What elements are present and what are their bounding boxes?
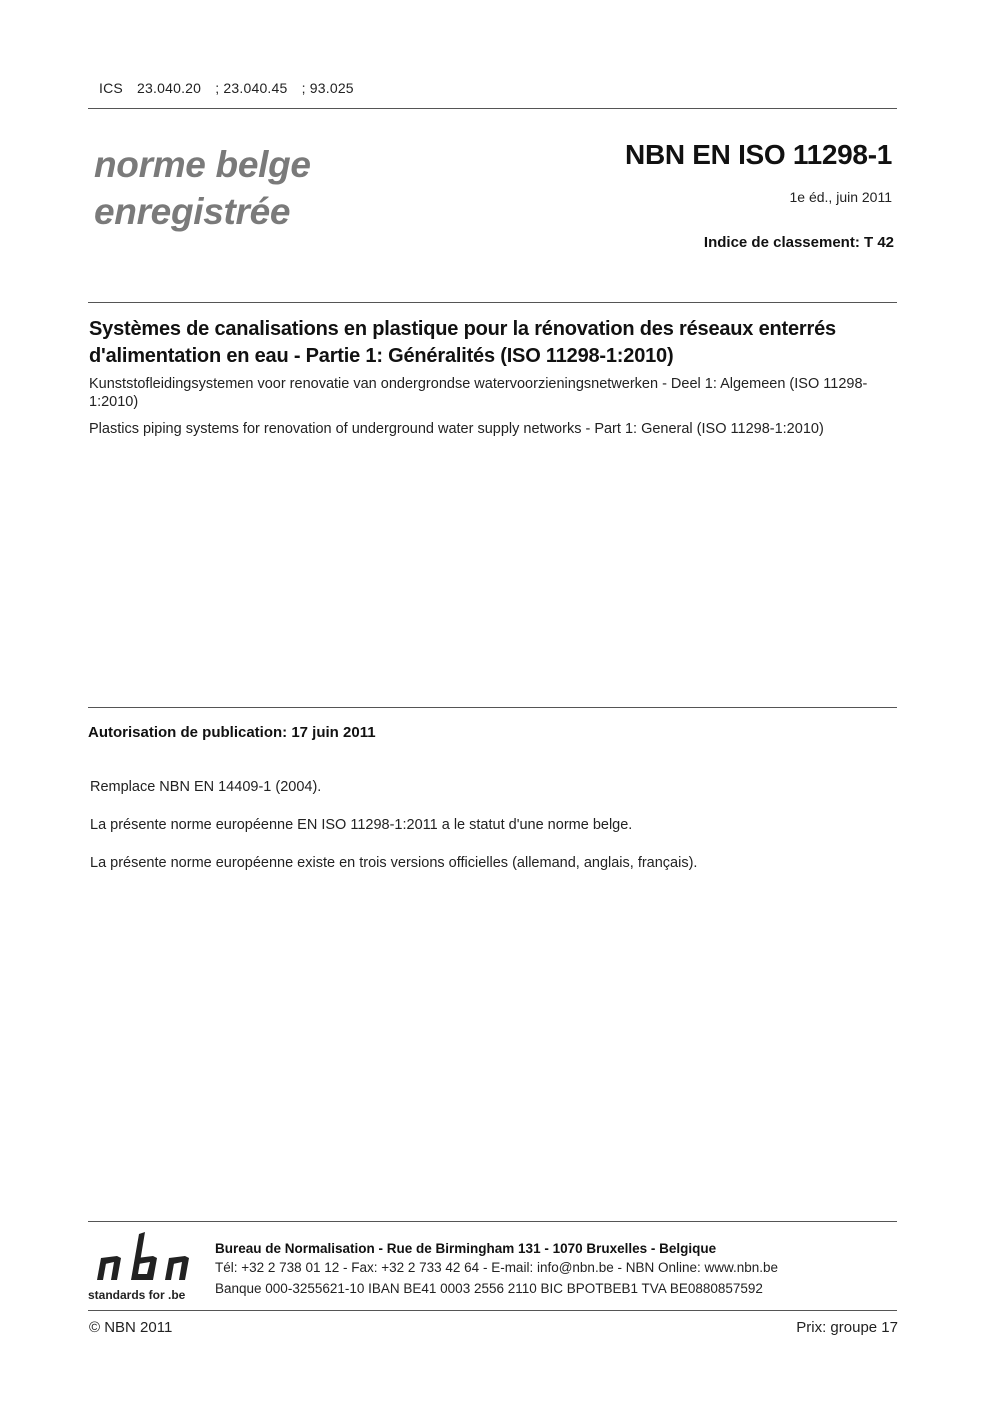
ics-code-3: ; 93.025 (301, 80, 354, 96)
norm-belge-line-2: enregistrée (94, 191, 291, 232)
nbn-logo-tagline: standards for .be (88, 1288, 186, 1302)
footer-contact: Tél: +32 2 738 01 12 - Fax: +32 2 733 42 64 - E-mail: info@nbn.be - NBN Online: www.nbn.be (215, 1260, 779, 1275)
top-divider (88, 108, 897, 109)
footer-address: Bureau de Normalisation - Rue de Birmingham 131 - 1070 Bruxelles - Belgique (215, 1241, 717, 1256)
price-group: Prix: groupe 17 (796, 1319, 898, 1336)
copyright: © NBN 2011 (89, 1319, 173, 1336)
title-english: Plastics piping systems for renovation of underground water supply networks - Part 1: General (ISO 11298-1:2010) (89, 421, 824, 437)
classification-index: Indice de classement: T 42 (703, 234, 894, 251)
ics-label: ICS (99, 80, 123, 96)
titles-divider (88, 707, 897, 708)
replaces-note: Remplace NBN EN 14409-1 (2004). (90, 779, 322, 795)
footer-bank: Banque 000-3255621-10 IBAN BE41 0003 2556 2110 BIC BPOTBEB1 TVA BE0880857592 (215, 1281, 763, 1296)
nbn-logo-mark (87, 1228, 202, 1288)
header-divider (88, 302, 897, 303)
bottom-divider (88, 1310, 897, 1311)
publication-authorization: Autorisation de publication: 17 juin 2011 (88, 724, 376, 741)
norm-belge-title (94, 141, 311, 235)
title-french: Systèmes de canalisations en plastique pour la rénovation des réseaux enterrés d'alimentation en eau - Partie 1: Généralités (ISO 11298-1:2010) (89, 318, 836, 367)
ics-code-1: 23.040.20 (137, 80, 202, 96)
versions-note: La présente norme européenne existe en trois versions officielles (allemand, anglais, français). (90, 855, 698, 871)
footer-divider (88, 1221, 897, 1222)
edition-date: 1e éd., juin 2011 (789, 189, 892, 205)
status-note: La présente norme européenne EN ISO 11298-1:2011 a le statut d'une norme belge. (90, 817, 633, 833)
ics-codes (99, 80, 354, 96)
standard-number: NBN EN ISO 11298-1 (625, 139, 892, 170)
title-dutch: Kunststofleidingsystemen voor renovatie van ondergrondse watervoorzieningsnetwerken - Deel 1: Algemeen (ISO 11298-1:2010) (89, 376, 868, 410)
norm-belge-line-1: norme belge (94, 144, 311, 185)
ics-code-2: ; 23.040.45 (215, 80, 288, 96)
nbn-logo (87, 1228, 202, 1308)
